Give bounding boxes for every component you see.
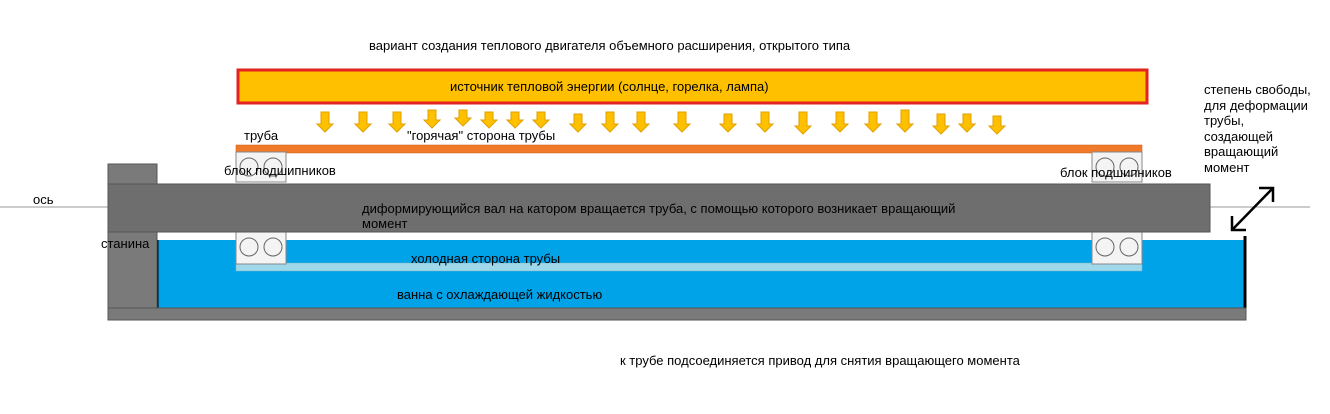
diagram-title: вариант создания теплового двигателя объемного расширения, открытого типа bbox=[369, 38, 851, 53]
bottom-note: к трубе подсоединяется привод для снятия вращающего момента bbox=[620, 353, 1020, 368]
heat-arrow-icon bbox=[507, 112, 523, 128]
freedom-note-line: трубы, bbox=[1204, 113, 1245, 128]
heat-arrow-icon bbox=[481, 112, 497, 128]
heat-arrow-icon bbox=[897, 110, 913, 132]
heat-arrow-icon bbox=[933, 114, 949, 134]
hot-side-label: "горячая" сторона трубы bbox=[407, 128, 556, 143]
bearing-right-label: блок подшипников bbox=[1060, 165, 1172, 180]
axis-label: ось bbox=[33, 192, 54, 207]
heat-arrow-icon bbox=[355, 112, 371, 132]
heat-arrow-icon bbox=[533, 112, 549, 128]
shaft-label-line1: диформирующийся вал на катором вращается труба, с помощью которого возникает вращающий bbox=[362, 201, 956, 216]
pipe-cold-wall bbox=[236, 263, 1142, 271]
frame-base bbox=[108, 308, 1246, 320]
heat-arrow-icon bbox=[455, 110, 471, 126]
freedom-note-line: для деформации bbox=[1204, 97, 1308, 113]
freedom-note-line: момент bbox=[1204, 159, 1250, 175]
cold-side-label: холодная сторона трубы bbox=[411, 251, 561, 266]
heat-arrow-icon bbox=[674, 112, 690, 132]
heat-source-label: источник тепловой энергии (солнце, горелка, лампа) bbox=[450, 79, 769, 94]
freedom-note-line: создающей bbox=[1204, 128, 1274, 144]
heat-arrow-icon bbox=[795, 112, 811, 134]
pipe-label: труба bbox=[244, 128, 279, 143]
cooling-bath bbox=[156, 240, 1245, 318]
shaft-label-line2: момент bbox=[362, 216, 408, 231]
freedom-note-line: степень свободы, bbox=[1204, 82, 1311, 97]
heat-arrow-icon bbox=[317, 112, 333, 132]
double-arrow-icon bbox=[1232, 188, 1273, 230]
bearing-left-label: блок подшипников bbox=[224, 163, 336, 178]
bearing-block-right-bottom bbox=[1092, 232, 1142, 264]
heat-arrow-icon bbox=[602, 112, 618, 132]
shaft-label bbox=[362, 201, 955, 231]
pipe-hot-wall bbox=[236, 145, 1142, 153]
bearing-block-left-bottom bbox=[236, 232, 286, 264]
heat-arrow-icon bbox=[570, 114, 586, 132]
freedom-note-line: вращающий bbox=[1204, 144, 1279, 159]
heat-arrow-icon bbox=[389, 112, 405, 132]
heat-arrow-icon bbox=[633, 112, 649, 132]
heat-arrow-icon bbox=[424, 110, 440, 128]
heat-arrow-icon bbox=[832, 112, 848, 132]
heat-arrow-icon bbox=[989, 116, 1005, 134]
heat-arrow-icon bbox=[865, 112, 881, 132]
frame-label: станина bbox=[101, 236, 150, 251]
freedom-note bbox=[1204, 82, 1311, 175]
heat-arrow-icon bbox=[757, 112, 773, 132]
bath-label: ванна с охлаждающей жидкостью bbox=[397, 287, 603, 302]
heat-arrow-icon bbox=[959, 114, 975, 132]
heat-arrow-icon bbox=[720, 114, 736, 132]
